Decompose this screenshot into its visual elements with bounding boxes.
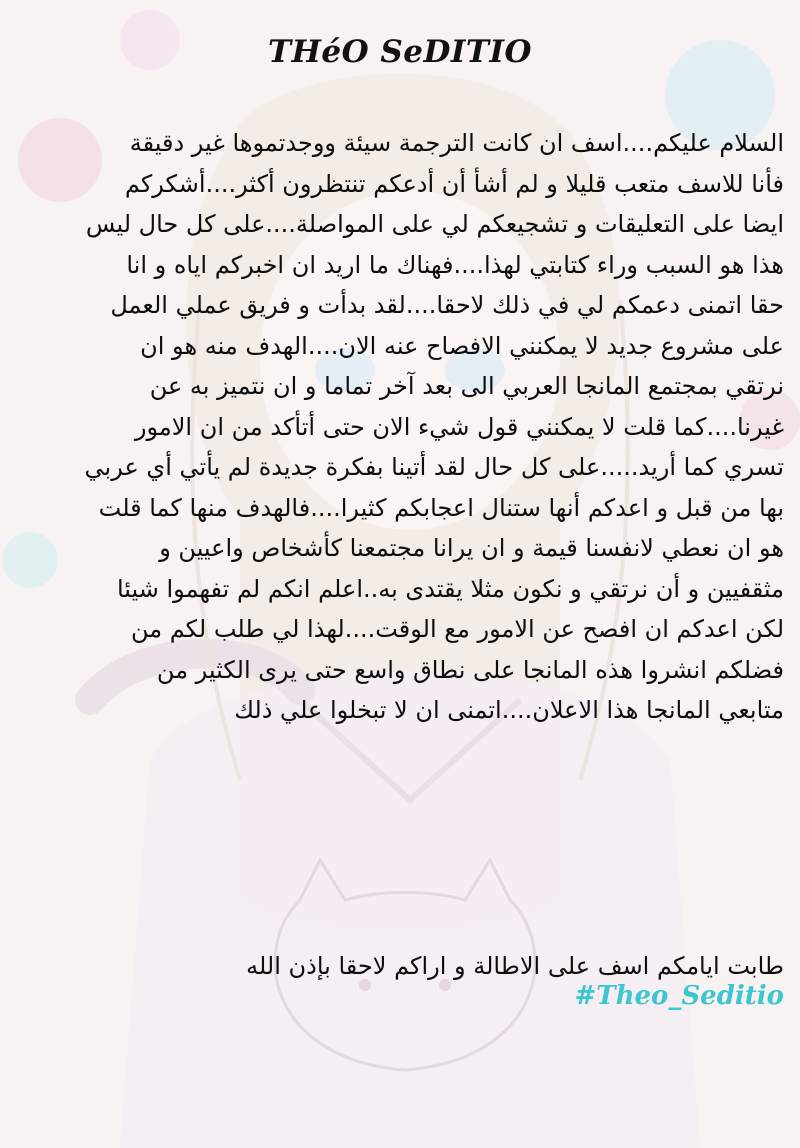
message-line: تسري كما أريد.....على كل حال لقد أتينا بفكرة جديدة لم يأتي أي عربي — [84, 453, 784, 481]
message-line: السلام عليكم....اسف ان كانت الترجمة سيئة ووجدتموها غير دقيقة — [129, 129, 784, 157]
message-line: فأنا للاسف متعب قليلا و لم أشأ أن أدعكم تنتظرون أكثر....أشكركم — [124, 169, 784, 198]
hashtag-signature: #Theo_Seditio — [574, 981, 784, 1011]
message-line: هو ان نعطي لانفسنا قيمة و ان يرانا مجتمعنا كأشخاص واعيين و — [159, 534, 784, 562]
message-line: فضلكم انشروا هذه المانجا على نطاق واسع حتى يرى الكثير من — [156, 655, 784, 684]
message-line: حقا اتمنى دعمكم لي في ذلك لاحقا....لقد بدأت و فريق عملي العمل — [110, 291, 784, 319]
message-line: مثقفيين و أن نرتقي و نكون مثلا يقتدى به..اعلم انكم لم تفهموا شيئا — [116, 574, 784, 603]
message-line: نرتقي بمجتمع المانجا العربي الى بعد آخر تماما و ان نتميز به عن — [149, 372, 784, 400]
message-line: لكن اعدكم ان افصح عن الامور مع الوقت....لهذا لي طلب لكم من — [130, 615, 784, 643]
message-line: هذا هو السبب وراء كتابتي لهذا....فهناك ما اريد ان اخبركم اياه و انا — [126, 250, 784, 279]
message-line: غيرنا....كما قلت لا يمكنني قول شيء الان حتى أتأكد من ان الامور — [134, 412, 784, 441]
message-line: على مشروع جديد لا يمكنني الافصاح عنه الان....الهدف منه هو ان — [140, 331, 784, 360]
message-line: ايضا على التعليقات و تشجيعكم لي على المواصلة....على كل حال ليس — [85, 210, 784, 238]
page-title: THéO SeDITIO — [268, 34, 532, 70]
message-line: بها من قبل و اعدكم أنها ستنال اعجابكم كثيرا....فالهدف منها كما قلت — [98, 493, 784, 522]
closing-line: طابت ايامكم اسف على الاطالة و اراكم لاحقا بإذن الله — [246, 952, 784, 980]
message-line: متابعي المانجا هذا الاعلان....اتمنى ان لا تبخلوا علي ذلك — [234, 696, 784, 724]
message-body — [34, 123, 784, 731]
